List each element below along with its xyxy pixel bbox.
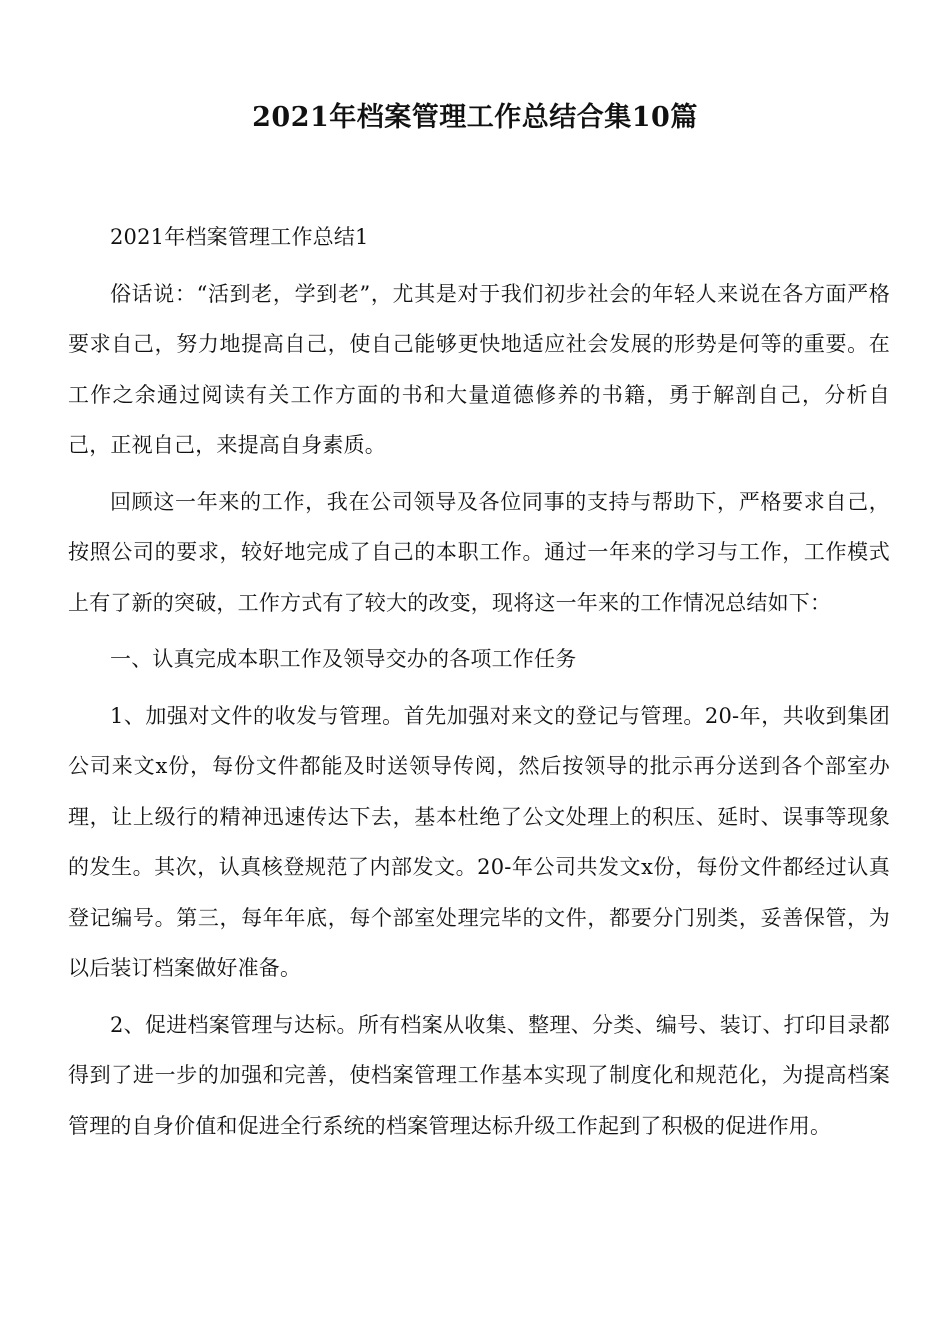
section-heading-summary-1: 2021年档案管理工作总结1	[110, 225, 369, 249]
document-title: 2021年档案管理工作总结合集10篇	[252, 102, 698, 133]
section-heading-tasks: 一、认真完成本职工作及领导交办的各项工作任务	[110, 647, 577, 671]
body-paragraph-intro: 俗话说：“活到老，学到老”，尤其是对于我们初步社会的年轻人来说在各方面严格要求自己，努力地提高自己，使自己能够更快地适应社会发展的形势是何等的重要。在工作之余通过阅读有关工作方面的书和大量道德修养的书籍，勇于解剖自己，分析自己，正视自己，来提高自身素质。	[68, 281, 890, 457]
body-paragraph-review: 回顾这一年来的工作，我在公司领导及各位同事的支持与帮助下，严格要求自己，按照公司的要求，较好地完成了自己的本职工作。通过一年来的学习与工作，工作模式上有了新的突破，工作方式有了较大的改变，现将这一年来的工作情况总结如下：	[68, 489, 890, 615]
document-body	[68, 212, 890, 1151]
body-paragraph-archive-management: 2、促进档案管理与达标。所有档案从收集、整理、分类、编号、装订、打印目录都得到了进一步的加强和完善，使档案管理工作基本实现了制度化和规范化，为提高档案管理的自身价值和促进全行系统的档案管理达标升级工作起到了积极的促进作用。	[68, 1012, 890, 1138]
body-paragraph-file-management: 1、加强对文件的收发与管理。首先加强对来文的登记与管理。20-年，共收到集团公司来文x份，每份文件都能及时送领导传阅，然后按领导的批示再分送到各个部室办理，让上级行的精神迅速传达下去，基本杜绝了公文处理上的积压、延时、误事等现象的发生。其次，认真核登规范了内部发文。20-年公司共发文x份，每份文件都经过认真登记编号。第三，每年年底，每个部室处理完毕的文件，都要分门别类，妥善保管，为以后装订档案做好准备。	[68, 703, 890, 980]
